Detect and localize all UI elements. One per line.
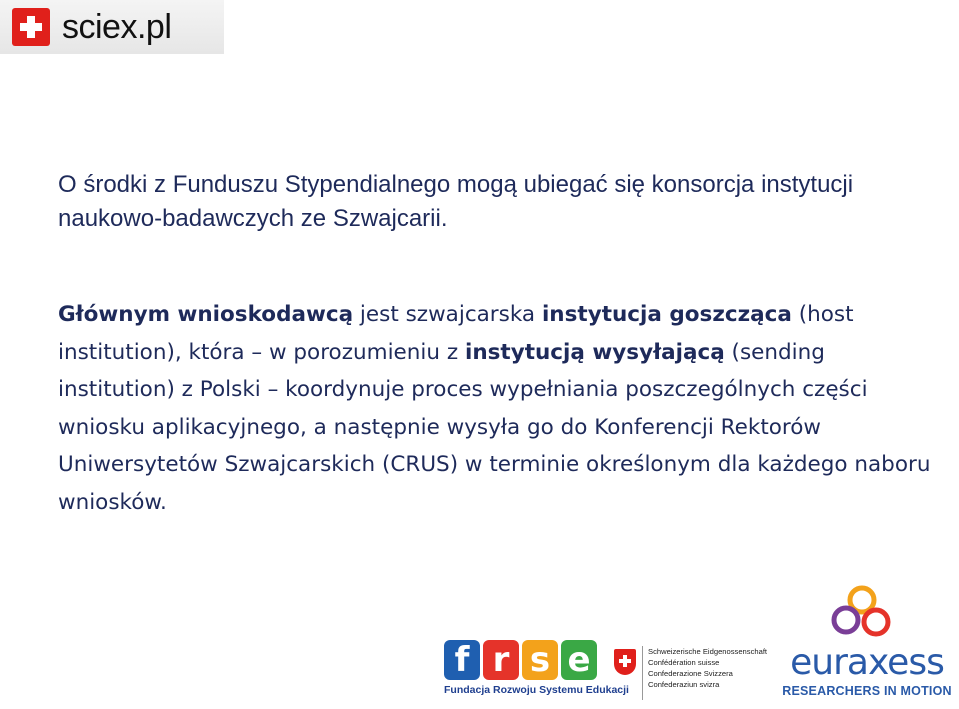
- text-segment: (sending institution) z Polski – koordynuje proces wypełniania poszczególnych części wniosku aplikacyjnego, a następnie wysyła go do Konferencji Rektorów Uniwersytetów Szwajcarskich (CRUS) w terminie określonym dla każdego naboru wniosków.: [58, 339, 931, 515]
- site-name: sciex.pl: [62, 7, 172, 46]
- bold-phrase-host-institution: instytucja goszcząca: [541, 302, 792, 327]
- frse-letter-f: f: [444, 640, 480, 680]
- frse-letter-r: r: [483, 640, 519, 680]
- euraxess-logo: [778, 580, 956, 706]
- confederation-line-rm: Confederaziun svizra: [648, 680, 720, 689]
- frse-logo: [444, 640, 629, 700]
- swiss-confederation-logo: [614, 646, 776, 700]
- text-segment: jest szwajcarska: [353, 302, 542, 327]
- ring-red: [864, 610, 888, 634]
- confederation-line-it: Confederazione Svizzera: [648, 669, 733, 678]
- ring-purple: [834, 608, 858, 632]
- header-logo[interactable]: [0, 0, 224, 54]
- frse-letter-e: e: [561, 640, 597, 680]
- frse-letter-s: s: [522, 640, 558, 680]
- main-paragraph: [58, 296, 938, 521]
- confederation-line-fr: Confédération suisse: [648, 658, 720, 667]
- swiss-cross-icon: [12, 8, 50, 46]
- swiss-shield-icon: [614, 649, 636, 675]
- euraxess-wordmark: euraxess: [790, 642, 944, 683]
- text-segment: (host institution), która – w porozumieniu z: [58, 302, 854, 365]
- frse-caption: Fundacja Rozwoju Systemu Edukacji: [444, 684, 629, 696]
- euraxess-rings-icon: [778, 580, 956, 650]
- bold-phrase-main-applicant: Głównym wnioskodawcą: [58, 302, 354, 327]
- intro-paragraph: O środki z Funduszu Stypendialnego mogą ubiegać się konsorcja instytucji naukowo-badawczych ze Szwajcarii.: [58, 171, 854, 232]
- euraxess-tagline: RESEARCHERS IN MOTION: [782, 684, 952, 698]
- confederation-line-de: Schweizerische Eidgenossenschaft: [648, 647, 768, 656]
- bold-phrase-sending-institution: instytucją wysyłającą: [464, 339, 725, 365]
